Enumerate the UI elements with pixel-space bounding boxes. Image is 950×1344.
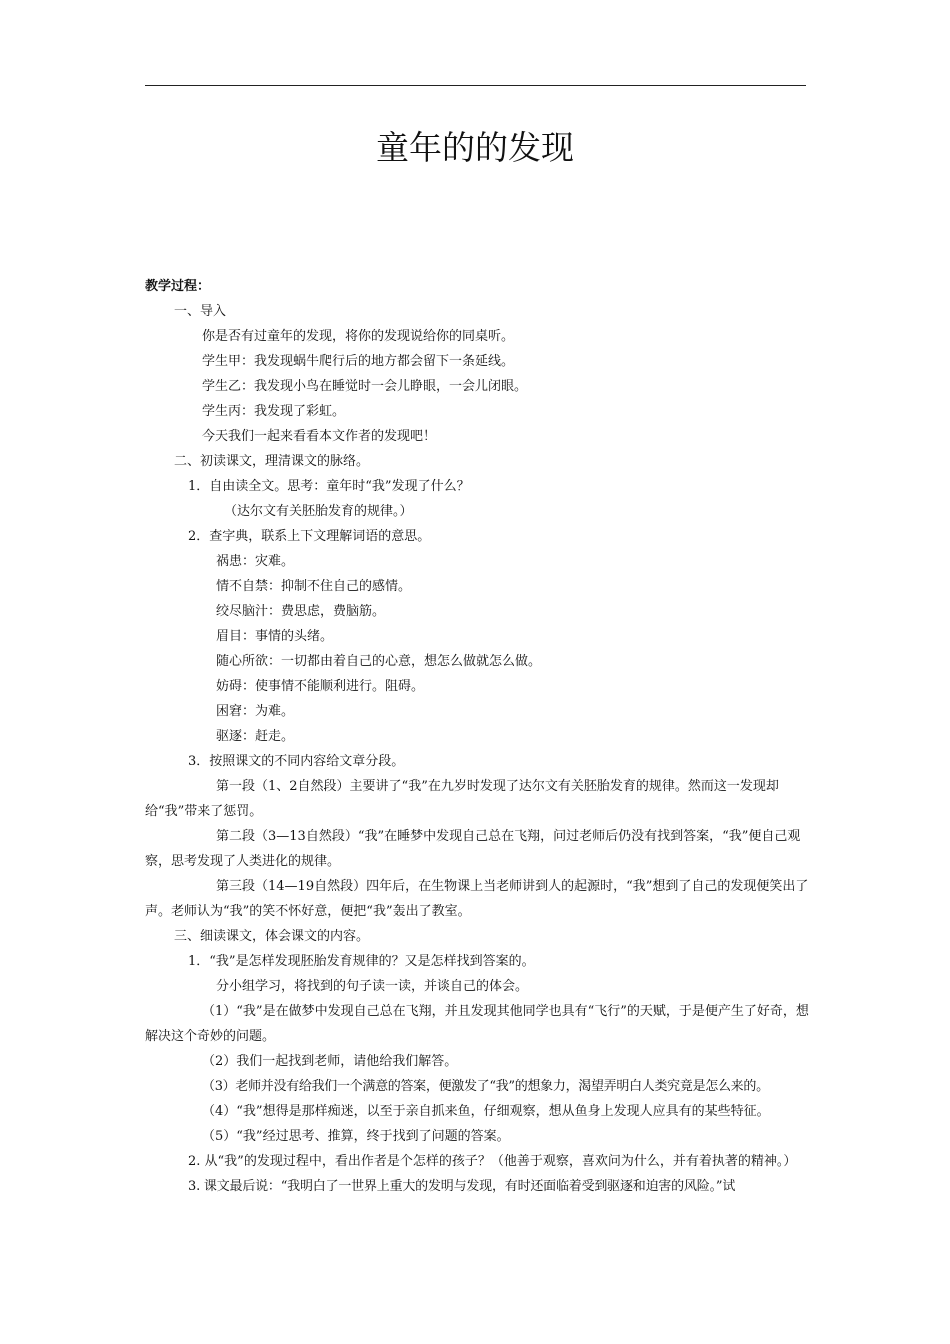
section-heading: 教学过程： — [145, 279, 211, 294]
text-line: （5）“我”经过思考、推算，终于找到了问题的答案。 — [202, 1129, 510, 1144]
text-line: （3）老师并没有给我们一个满意的答案，便激发了“我”的想象力，渴望弄明白人类究竟是怎么来的。 — [202, 1079, 769, 1094]
paragraph: 第二段（3—13自然段）“我”在睡梦中发现自己总在飞翔，问过老师后仍没有找到答案，“我”便自己观察，思考发现了人类进化的规律。 — [145, 829, 801, 869]
header-rule — [145, 85, 806, 86]
section-title: 一、导入 — [174, 304, 227, 319]
text-line: （2）我们一起找到老师，请他给我们解答。 — [202, 1054, 458, 1069]
question: 1．自由读全文。思考：童年时“我”发现了什么？ — [188, 479, 470, 494]
paragraph: （1）“我”是在做梦中发现自己总在飞翔，并且发现其他同学也具有“飞行”的天赋，于是便产生了好奇，想解决这个奇妙的问题。 — [145, 1004, 809, 1044]
section-title: 三、细读课文，体会课文的内容。 — [174, 929, 370, 944]
text-line: （4）“我”想得是那样痴迷，以至于亲自抓来鱼，仔细观察，想从鱼身上发现人应具有的某些特征。 — [202, 1104, 770, 1119]
paragraph: 2. 从“我”的发现过程中，看出作者是个怎样的孩子？（他善于观察，喜欢问为什么，并有着执著的精神。） — [188, 1154, 797, 1169]
paragraph: 第三段（14—19自然段）四年后，在生物课上当老师讲到人的起源时，“我”想到了自己的发现便笑出了声。老师认为“我”的笑不怀好意，便把“我”轰出了教室。 — [145, 879, 809, 919]
answer: （达尔文有关胚胎发育的规律。） — [224, 504, 413, 519]
text-line: 分小组学习，将找到的句子读一读，并谈自己的体会。 — [216, 979, 529, 994]
section-title: 二、初读课文，理清课文的脉络。 — [174, 454, 370, 469]
text-line: 今天我们一起来看看本文作者的发现吧！ — [202, 429, 437, 444]
text-line: 学生甲：我发现蜗牛爬行后的地方都会留下一条延线。 — [202, 354, 515, 369]
vocab-item: 眉目：事情的头绪。 — [216, 629, 334, 644]
vocab-item: 随心所欲：一切都由着自己的心意，想怎么做就怎么做。 — [216, 654, 542, 669]
text-line: 你是否有过童年的发现，将你的发现说给你的同桌听。 — [202, 329, 515, 344]
document-body — [145, 274, 809, 1199]
question: 2．查字典，联系上下文理解词语的意思。 — [188, 529, 431, 544]
vocab-item: 绞尽脑汁：费思虑，费脑筋。 — [216, 604, 386, 619]
text-line: 学生丙：我发现了彩虹。 — [202, 404, 346, 419]
document-title: 童年的的发现 — [376, 128, 574, 167]
paragraph: 第一段（1、2自然段）主要讲了“我”在九岁时发现了达尔文有关胚胎发育的规律。然而这一发现却给“我”带来了惩罚。 — [145, 779, 779, 819]
vocab-item: 情不自禁：抑制不住自己的感情。 — [216, 579, 412, 594]
vocab-item: 困窘：为难。 — [216, 704, 295, 719]
vocab-item: 妨碍：使事情不能顺利进行。阻碍。 — [216, 679, 425, 694]
vocab-item: 驱逐：赶走。 — [216, 729, 295, 744]
text-line: 3. 课文最后说：“我明白了一世界上重大的发明与发现，有时还面临着受到驱逐和迫害的风险。”试 — [188, 1179, 736, 1194]
question: 3．按照课文的不同内容给文章分段。 — [188, 754, 405, 769]
vocab-item: 祸患：灾难。 — [216, 554, 295, 569]
question: 1．“我”是怎样发现胚胎发育规律的？又是怎样找到答案的。 — [188, 954, 535, 969]
text-line: 学生乙：我发现小鸟在睡觉时一会儿睁眼，一会儿闭眼。 — [202, 379, 528, 394]
